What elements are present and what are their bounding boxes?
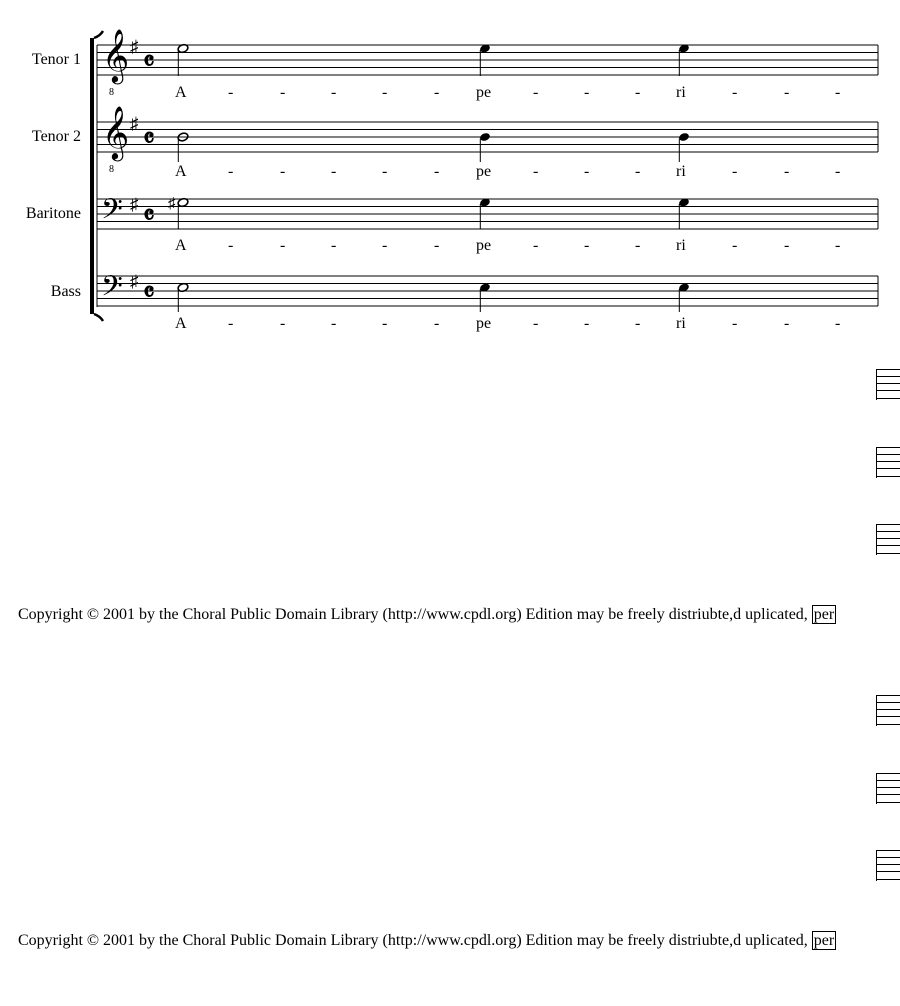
lyric-hyphen: - [635,237,641,254]
note [479,282,491,312]
key-sharp: ♯ [130,272,139,291]
lyric-hyphen: - [382,237,388,254]
lyric-hyphen: - [382,315,388,332]
time-signature: 𝄴 [143,124,155,153]
lyric-hyphen: - [784,237,790,254]
note [678,282,690,312]
lyric-hyphen: - [635,163,641,180]
lyric-hyphen: - [784,315,790,332]
staff-tenor-2 [32,106,878,180]
lyric-hyphen: - [732,163,738,180]
lyric-hyphen: - [382,163,388,180]
lyric-hyphen: - [584,84,590,101]
lyric-hyphen: - [331,315,337,332]
lyric-hyphen: - [434,84,440,101]
lyric-hyphen: - [635,84,641,101]
lyric-hyphen: - [533,163,539,180]
lyric-syllable: ri [676,163,686,180]
lyric-syllable: ri [676,84,686,101]
key-sharp: ♯ [130,195,139,214]
bass-clef-icon: 𝄢 [101,272,123,309]
lyric-hyphen: - [280,315,286,332]
lyric-hyphen: - [331,163,337,180]
lyric-hyphen: - [533,84,539,101]
note [177,197,189,229]
lyric-hyphen: - [732,237,738,254]
octave-8-mark: 8 [109,164,114,175]
note-sharp: ♯ [168,196,176,212]
lyric-hyphen: - [228,84,234,101]
lyric-syllable: A [175,84,187,101]
lyric-hyphen: - [835,237,841,254]
copyright-cut-text: per [813,606,835,623]
lyric-hyphen: - [434,237,440,254]
lyric-hyphen: - [533,315,539,332]
lyric-syllable: pe [476,315,492,332]
staff-bass [51,272,878,332]
lyric-hyphen: - [784,163,790,180]
copyright-notice [18,606,836,624]
time-signature: 𝄴 [143,278,155,307]
lyric-hyphen: - [331,237,337,254]
note [678,132,690,162]
note [177,132,189,162]
staff-fragment [876,695,900,726]
staff-label: Tenor 2 [31,128,81,145]
lyric-hyphen: - [228,315,234,332]
lyric-hyphen: - [732,84,738,101]
staff-fragment [876,773,900,804]
note [177,282,189,312]
staff-baritone [26,195,878,254]
time-signature: 𝄴 [143,201,155,230]
lyric-hyphen: - [382,84,388,101]
copyright-text: Copyright © 2001 by the Choral Public Domain Library (http://www.cpdl.org) Edition may be freely distriubte,d uplicated, [18,932,812,949]
lyric-hyphen: - [635,315,641,332]
lyric-hyphen: - [280,84,286,101]
treble-clef-icon: 𝄞 [102,30,130,81]
time-signature: 𝄴 [143,47,155,76]
lyric-hyphen: - [228,237,234,254]
staff-label: Bass [50,283,81,300]
lyric-hyphen: - [835,315,841,332]
note [678,197,690,229]
lyric-hyphen: - [784,84,790,101]
lyric-hyphen: - [228,163,234,180]
lyric-syllable: pe [476,84,492,101]
lyric-hyphen: - [533,237,539,254]
octave-8-mark: 8 [109,87,114,98]
staff-label: Baritone [25,205,81,222]
key-sharp: ♯ [130,114,139,133]
note [479,197,491,229]
copyright-notice [18,932,836,950]
treble-clef-icon: 𝄞 [102,107,130,158]
lyric-syllable: pe [476,163,492,180]
lyric-hyphen: - [280,237,286,254]
staff-tenor-1 [32,29,878,101]
staff-fragment [876,524,900,555]
staff-fragment [876,850,900,881]
lyric-hyphen: - [434,163,440,180]
music-score [0,0,900,340]
lyric-hyphen: - [584,315,590,332]
lyric-syllable: pe [476,237,492,254]
lyric-hyphen: - [280,163,286,180]
staff-fragment [876,447,900,478]
lyric-hyphen: - [732,315,738,332]
bass-clef-icon: 𝄢 [101,195,123,232]
copyright-cut-text: per [813,932,835,949]
staff-fragment [876,369,900,400]
lyric-hyphen: - [835,84,841,101]
lyric-hyphen: - [434,315,440,332]
lyric-hyphen: - [331,84,337,101]
lyric-hyphen: - [835,163,841,180]
lyric-syllable: A [175,315,187,332]
lyric-hyphen: - [584,163,590,180]
lyric-syllable: A [175,163,187,180]
lyric-syllable: A [175,237,187,254]
key-sharp: ♯ [130,37,139,56]
copyright-text: Copyright © 2001 by the Choral Public Domain Library (http://www.cpdl.org) Edition may be freely distriubte,d uplicated, [18,606,812,623]
lyric-syllable: ri [676,315,686,332]
lyric-hyphen: - [584,237,590,254]
note [479,132,491,162]
staff-label: Tenor 1 [31,51,81,68]
lyric-syllable: ri [676,237,686,254]
